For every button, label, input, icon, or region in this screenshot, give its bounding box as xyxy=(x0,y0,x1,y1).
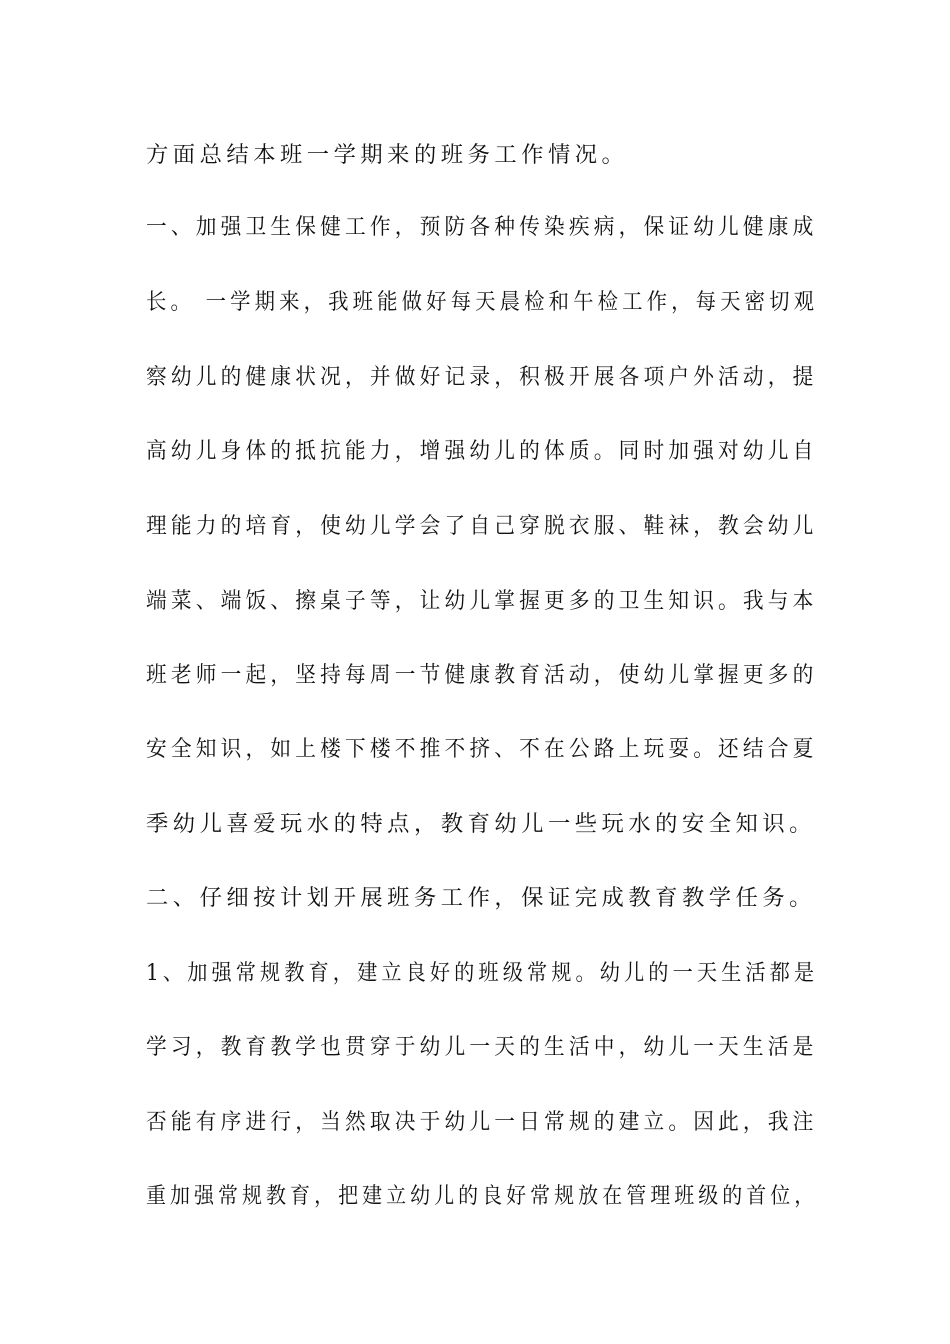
text-line-4: 察幼儿的健康状况，并做好记录，积极开展各项户外活动，提 xyxy=(146,364,818,390)
text-line-14: 否能有序进行，当然取决于幼儿一日常规的建立。因此，我注 xyxy=(146,1109,818,1135)
text-line-2: 一、加强卫生保健工作，预防各种传染疾病，保证幼儿健康成 xyxy=(146,214,818,240)
text-line-9: 安全知识，如上楼下楼不推不挤、不在公路上玩耍。还结合夏 xyxy=(146,736,818,762)
text-line-12: 1、加强常规教育，建立良好的班级常规。幼儿的一天生活都是 xyxy=(146,960,819,986)
text-line-7: 端菜、端饭、擦桌子等，让幼儿掌握更多的卫生知识。我与本 xyxy=(146,588,818,614)
text-line-10: 季幼儿喜爱玩水的特点，教育幼儿一些玩水的安全知识。 xyxy=(146,811,816,837)
text-line-6: 理能力的培育，使幼儿学会了自己穿脱衣服、鞋袜，教会幼儿 xyxy=(146,513,818,539)
text-line-13: 学习，教育教学也贯穿于幼儿一天的生活中，幼儿一天生活是 xyxy=(146,1034,818,1060)
text-line-15: 重加强常规教育，把建立幼儿的良好常规放在管理班级的首位， xyxy=(146,1183,819,1209)
text-line-11: 二、仔细按计划开展班务工作，保证完成教育教学任务。 xyxy=(146,885,816,911)
text-line-3: 长。 一学期来，我班能做好每天晨检和午检工作，每天密切观 xyxy=(146,289,819,315)
text-line-5: 高幼儿身体的抵抗能力，增强幼儿的体质。同时加强对幼儿自 xyxy=(146,438,818,464)
text-line-1: 方面总结本班一学期来的班务工作情况。 xyxy=(146,142,629,168)
text-line-8: 班老师一起，坚持每周一节健康教育活动，使幼儿掌握更多的 xyxy=(146,662,818,688)
